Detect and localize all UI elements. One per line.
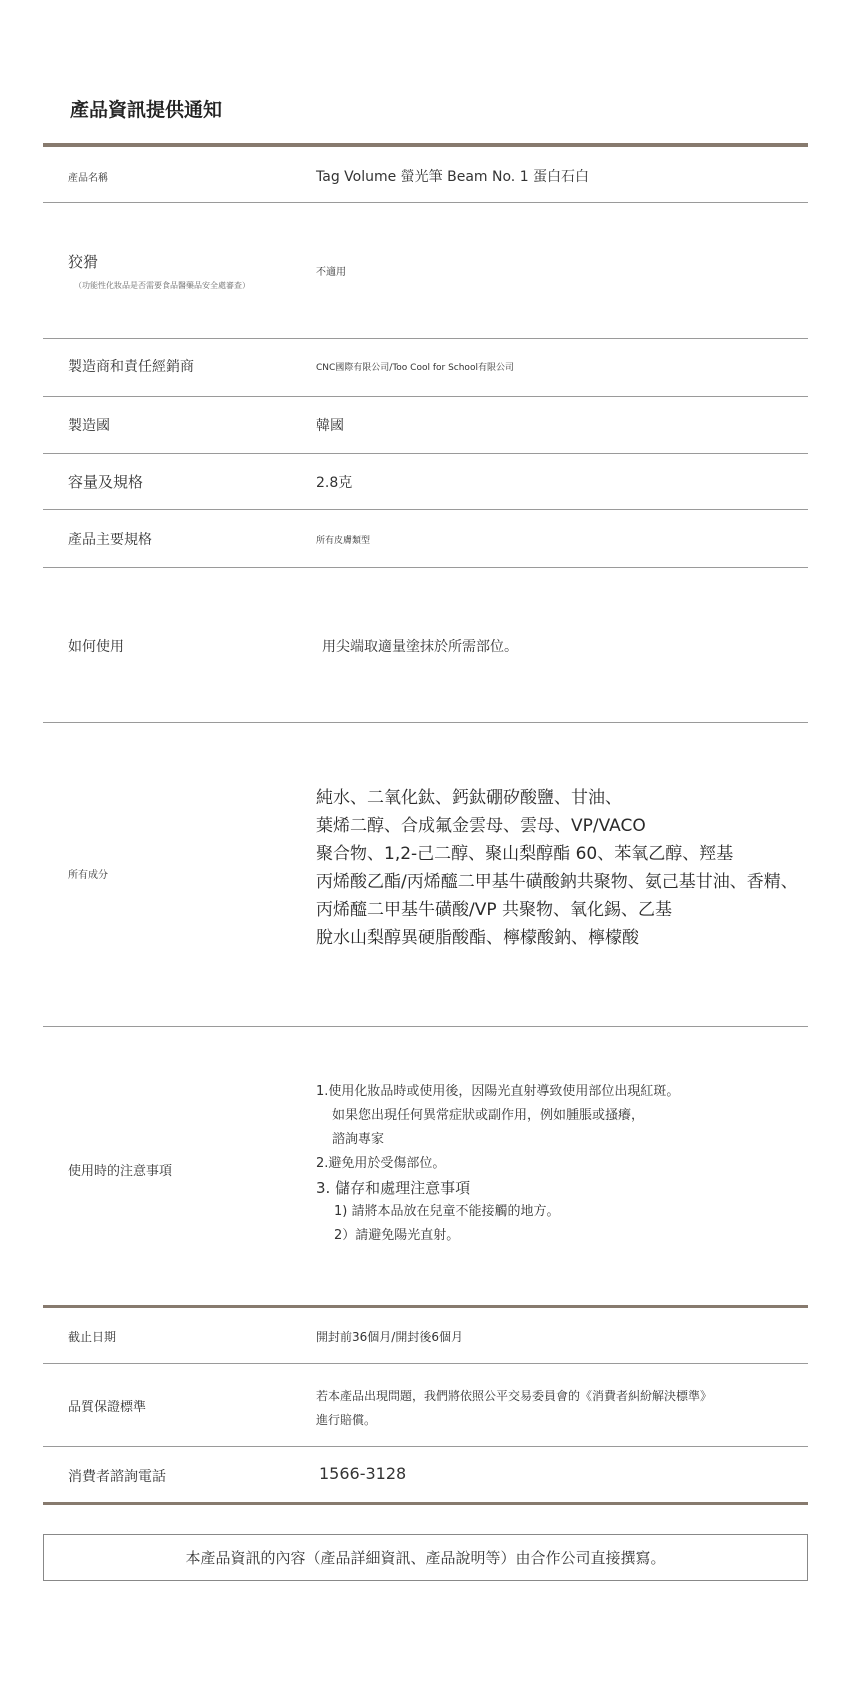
caution-heading: 3. 儲存和處理注意事項 (316, 1179, 471, 1197)
ingredients-line: 丙烯醯二甲基牛磺酸/VP 共聚物、氧化錫、乙基 (316, 900, 673, 920)
caution-line: 1.使用化妝品時或使用後，因陽光直射導致使用部位出現紅斑。 (316, 1084, 680, 1099)
ingredients-line: 脫水山梨醇異硬脂酸酯、檸檬酸鈉、檸檬酸 (316, 928, 639, 948)
phone-label: 消費者諮詢電話 (68, 1469, 166, 1485)
expiry-value: 開封前36個月/開封後6個月 (316, 1330, 463, 1344)
manufacturer-label: 製造商和責任經銷商 (68, 359, 194, 375)
usage-value: 用尖端取適量塗抹於所需部位。 (322, 639, 518, 655)
warranty-line: 進行賠償。 (316, 1413, 377, 1427)
caution-line: 1) 請將本品放在兒童不能接觸的地方。 (334, 1204, 560, 1219)
caution-line: 如果您出現任何異常症狀或副作用，例如腫脹或搔癢， (332, 1108, 645, 1123)
origin-value: 韓國 (316, 418, 344, 434)
caution-line: 2.避免用於受傷部位。 (316, 1156, 446, 1171)
row-divider (43, 567, 808, 568)
capacity-value: 2.8克 (316, 475, 353, 491)
spec-value: 所有皮膚類型 (316, 536, 371, 546)
row-divider (43, 1026, 808, 1027)
footer-notice-text: 本產品資訊的內容（產品詳細資訊、產品說明等）由合作公司直接撰寫。 (185, 1549, 666, 1567)
row-divider (43, 396, 808, 397)
section-divider (43, 1305, 808, 1308)
ingredients-line: 純水、二氧化鈦、鈣鈦硼矽酸鹽、甘油、 (316, 788, 622, 808)
row-divider (43, 722, 808, 723)
usage-label: 如何使用 (68, 639, 124, 655)
caution-line: 諮詢專家 (332, 1132, 385, 1147)
header-divider (43, 143, 808, 147)
warranty-line: 若本產品出現問題，我們將依照公平交易委員會的《消費者糾紛解決標準》 (316, 1389, 713, 1403)
expiry-label: 截止日期 (68, 1330, 117, 1344)
row-divider (43, 1446, 808, 1447)
warranty-value (316, 1384, 712, 1432)
functional-note: （功能性化妝品是否需要食品醫藥品安全處審查） (74, 281, 250, 290)
product-name-label: 產品名稱 (68, 173, 108, 184)
row-divider (43, 338, 808, 339)
functional-label: 狡猾 (68, 253, 99, 271)
row-divider (43, 509, 808, 510)
spec-label: 產品主要規格 (68, 532, 152, 548)
ingredients-label: 所有成分 (68, 870, 108, 881)
ingredients-line: 丙烯酸乙酯/丙烯醯二甲基牛磺酸鈉共聚物、氨己基甘油、香精、 (316, 872, 798, 892)
capacity-label: 容量及規格 (68, 473, 144, 491)
ingredients-line: 聚合物、1,2-己二醇、聚山梨醇酯 60、苯氧乙醇、羥基 (316, 844, 734, 864)
ingredients-line: 葉烯二醇、合成氟金雲母、雲母、VP/VACO (316, 816, 646, 836)
caution-line: 2）請避免陽光直射。 (334, 1228, 460, 1243)
row-divider (43, 202, 808, 203)
table-bottom-divider (43, 1502, 808, 1505)
ingredients-list (316, 784, 796, 952)
page-title: 產品資訊提供通知 (70, 99, 223, 121)
row-divider (43, 1363, 808, 1364)
caution-label: 使用時的注意事項 (68, 1164, 173, 1179)
caution-list (316, 1080, 679, 1248)
warranty-label: 品質保證標準 (68, 1400, 147, 1415)
footer-notice (43, 1534, 808, 1581)
row-divider (43, 453, 808, 454)
phone-value: 1566-3128 (319, 1464, 407, 1483)
manufacturer-value: CNC國際有限公司/Too Cool for School有限公司 (316, 363, 514, 373)
origin-label: 製造國 (68, 418, 110, 434)
product-name-value: Tag Volume 螢光筆 Beam No. 1 蛋白石白 (316, 169, 590, 185)
functional-value: 不適用 (316, 267, 346, 278)
